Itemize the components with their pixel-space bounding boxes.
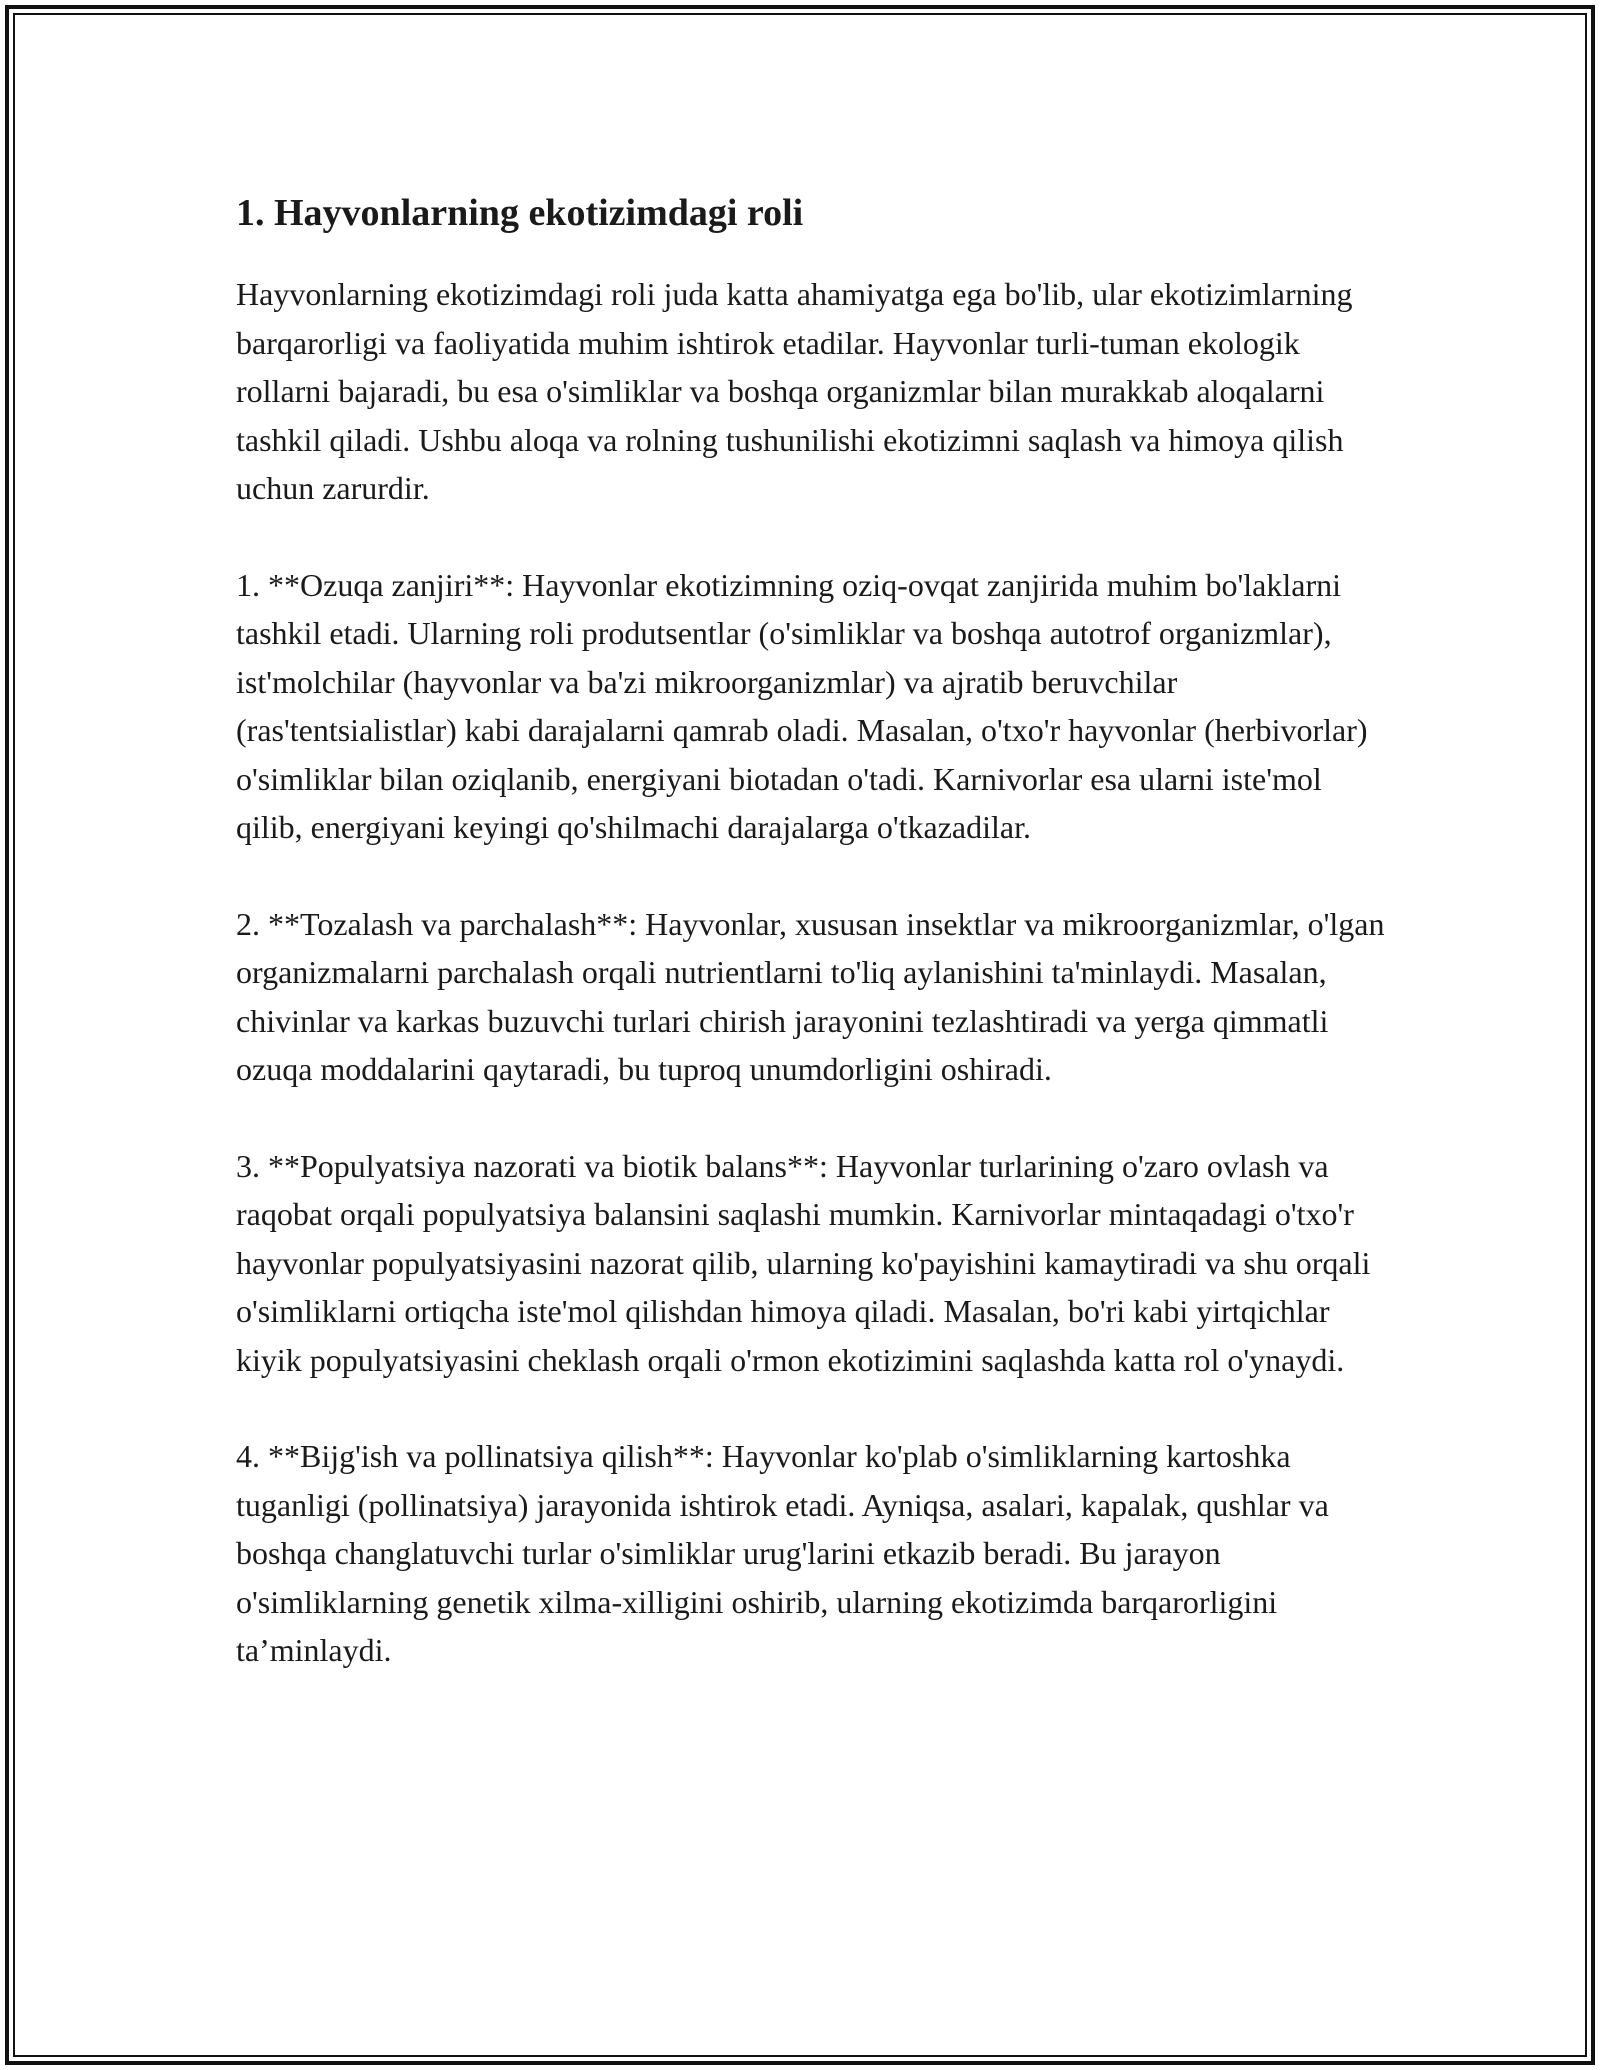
paragraph-decomposition: 2. **Tozalash va parchalash**: Hayvonlar, xususan insektlar va mikroorganizmlar, o'lgan organizmalarni parchalash orqali nutrientlarni to'liq aylanishini ta'minlaydi. Masalan, chivinlar va karkas buzuvchi turlari chirish jarayonini tezlashtiradi va yerga qimmatli ozuqa moddalarini qaytaradi, bu tuproq unumdorligini oshiradi.	[236, 905, 1385, 1087]
paragraph-food-chain: 1. **Ozuqa zanjiri**: Hayvonlar ekotizimning oziq-ovqat zanjirida muhim bo'laklarni tashkil etadi. Ularning roli produtsentlar (o'simliklar va boshqa autotrof organizmlar), ist'molchilar (hayvonlar va ba'zi mikroorganizmlar) va ajratib beruvchilar (ras'tentsialistlar) kabi darajalarni qamrab oladi. Masalan, o'txo'r hayvonlar (herbivorlar) o'simliklar bilan oziqlanib, energiyani biotadan o'tadi. Karnivorlar esa ularni iste'mol qilib, energiyani keyingi qo'shilmachi darajalarga o'tkazadilar.	[236, 566, 1368, 845]
section-heading: 1. Hayvonlarning ekotizimdagi roli	[236, 192, 804, 234]
paragraph-pollination: 4. **Bijg'ish va pollinatsiya qilish**: Hayvonlar ko'plab o'simliklarning kartoshka tuganligi (pollinatsiya) jarayonida ishtirok etadi. Ayniqsa, asalari, kapalak, qushlar va boshqa changlatuvchi turlar o'simliklar urug'larini etkazib beradi. Bu jarayon o'simliklarning genetik xilma-xilligini oshirib, ularning ekotizimda barqarorligini ta’minlaydi.	[236, 1438, 1329, 1668]
document-body	[236, 186, 1386, 1723]
paragraph-population-control: 3. **Populyatsiya nazorati va biotik balans**: Hayvonlar turlarining o'zaro ovlash va raqobat orqali populyatsiya balansini saqlashi mumkin. Karnivorlar mintaqadagi o'txo'r hayvonlar populyatsiyasini nazorat qilib, ularning ko'payishini kamaytiradi va shu orqali o'simliklarni ortiqcha iste'mol qilishdan himoya qiladi. Masalan, bo'ri kabi yirtqichlar kiyik populyatsiyasini cheklash orqali o'rmon ekotizimini saqlashda katta rol o'ynaydi.	[236, 1147, 1371, 1378]
intro-paragraph: Hayvonlarning ekotizimdagi roli juda katta ahamiyatga ega bo'lib, ular ekotizimlarning barqarorligi va faoliyatida muhim ishtirok etadilar. Hayvonlar turli-tuman ekologik rollarni bajaradi, bu esa o'simliklar va boshqa organizmlar bilan murakkab aloqalarni tashkil qiladi. Ushbu aloqa va rolning tushunilishi ekotizimni saqlash va himoya qilish uchun zarurdir.	[236, 276, 1353, 506]
